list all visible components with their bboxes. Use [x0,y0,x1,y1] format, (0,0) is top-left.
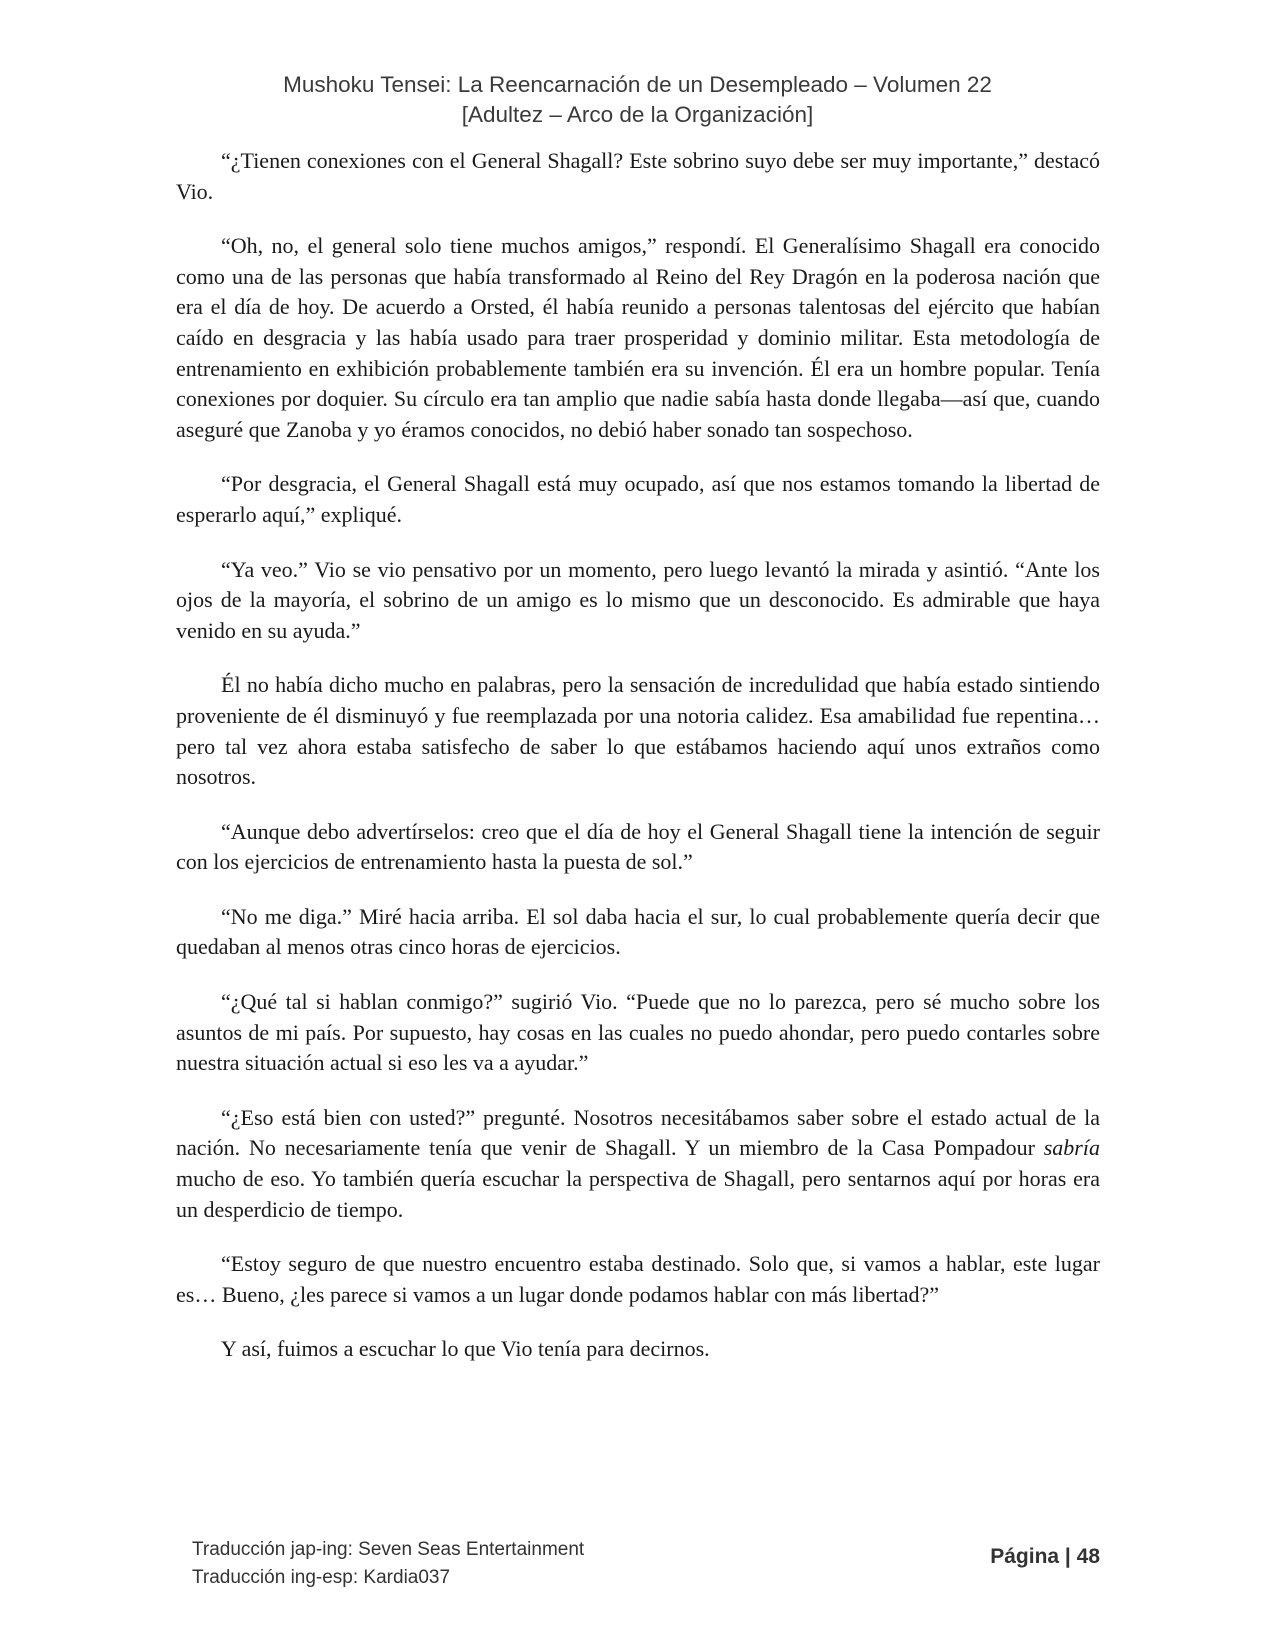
header-title: Mushoku Tensei: La Reencarnación de un Desempleado – Volumen 22 [283,72,992,97]
paragraph: Y así, fuimos a escuchar lo que Vio tenía para decirnos. [221,1336,710,1362]
paragraph: “Ya veo.” Vio se vio pensativo por un momento, pero luego levantó la mirada y asintió. “Ante los ojos de la mayoría, el sobrino de un amigo es lo mismo que un desconocido. Es admirable que haya venido en su ayuda.” [176,556,1100,643]
paragraph: Él no había dicho mucho en palabras, pero la sensación de incredulidad que había estado sintiendo proveniente de él disminuyó y fue reemplazada por una notoria calidez. Esa amabilidad fue repentina… pero tal vez ahora estaba satisfecho de saber lo que estábamos haciendo aquí unos extraños como nosotros. [176,672,1100,790]
paragraph: “Estoy seguro de que nuestro encuentro estaba destinado. Solo que, si vamos a hablar, este lugar es… Bueno, ¿les parece si vamos a un lugar donde podamos hablar con más libertad?” [176,1251,1100,1307]
paragraph: “¿Tienen conexiones con el General Shagall? Este sobrino suyo debe ser muy importante,” destacó Vio. [176,148,1100,204]
paragraph-text: “¿Eso está bien con usted?” pregunté. Nosotros necesitábamos saber sobre el estado actual de la nación. No necesariamente tenía que venir de Shagall. Y un miembro de la Casa Pompadour [176,1104,1100,1161]
translation-credit: Traducción jap-ing: Seven Seas Entertainment [192,1539,585,1560]
paragraph: “No me diga.” Miré hacia arriba. El sol daba hacia el sur, lo cual probablemente quería decir que quedaban al menos otras cinco horas de ejercicios. [176,903,1100,960]
paragraph: “Por desgracia, el General Shagall está muy ocupado, así que nos estamos tomando la libertad de esperarlo aquí,” expliqué. [176,471,1100,527]
page-number: Página | 48 [990,1545,1100,1568]
translation-credit: Traducción ing-esp: Kardia037 [192,1567,451,1588]
header-subtitle: [Adultez – Arco de la Organización] [461,102,814,127]
paragraph-italic-text: sabría [1043,1135,1100,1161]
footer-credits [192,1536,584,1592]
paragraph [176,1103,1100,1225]
paragraph: “Oh, no, el general solo tiene muchos amigos,” respondí. El Generalísimo Shagall era conocido como una de las personas que había transformado al Reino del Rey Dragón en la poderosa nación que era el día de hoy. De acuerdo a Orsted, él había reunido a personas talentosas del ejército que habían caído en desgracia y las había usado para traer prosperidad y dominio militar. Esta metodología de entrenamiento en exhibición probablemente también era su invención. Él era un hombre popular. Tenía conexiones por doquier. Su círculo era tan amplio que nadie sabía hasta donde llegaba—así que, cuando aseguré que Zanoba y yo éramos conocidos, no debió haber sonado tan sospechoso. [176,233,1100,442]
body-text [176,146,1100,1389]
page-header [0,70,1275,130]
paragraph-text: mucho de eso. Yo también quería escuchar la perspectiva de Shagall, pero sentarnos aquí por horas era un desperdicio de tiempo. [176,1166,1100,1222]
paragraph: “¿Qué tal si hablan conmigo?” sugirió Vio. “Puede que no lo parezca, pero sé mucho sobre los asuntos de mi país. Por supuesto, hay cosas en las cuales no puedo ahondar, pero puedo contarles sobre nuestra situación actual si eso les va a ayudar.” [176,989,1100,1076]
paragraph: “Aunque debo advertírselos: creo que el día de hoy el General Shagall tiene la intención de seguir con los ejercicios de entrenamiento hasta la puesta de sol.” [176,818,1100,875]
